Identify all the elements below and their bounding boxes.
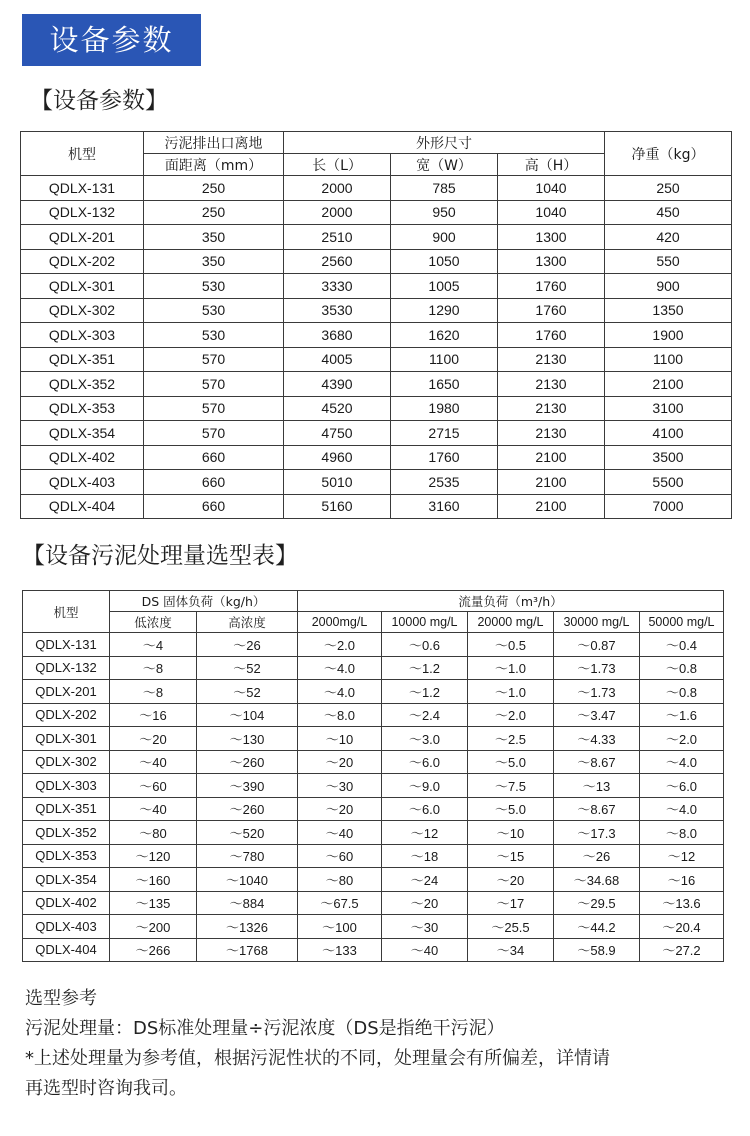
col-header-height: 高（H） [498,154,605,176]
cell-low-concentration: ～200 [110,915,197,939]
cell-2000mgl: ～80 [298,868,382,892]
cell-30000mgl: ～17.3 [554,821,640,845]
table-row [23,891,724,915]
cell-length: 2560 [284,249,391,274]
cell-width: 785 [391,176,498,201]
cell-model: QDLX-403 [21,470,144,495]
equipment-params-table [20,131,732,519]
cell-low-concentration: ～8 [110,656,197,680]
cell-10000mgl: ～6.0 [382,797,468,821]
cell-low-concentration: ～120 [110,844,197,868]
cell-low-concentration: ～20 [110,727,197,751]
cell-high-concentration: ～1040 [197,868,298,892]
col-header-outlet-height: 污泥排出口离地 [144,132,284,154]
formula-note: 污泥处理量：DS标准处理量÷污泥浓度（DS是指绝干污泥） [25,1018,505,1039]
cell-model: QDLX-354 [21,421,144,446]
cell-2000mgl: ～2.0 [298,633,382,657]
cell-width: 1290 [391,298,498,323]
cell-width: 2715 [391,421,498,446]
cell-model: QDLX-303 [21,323,144,348]
table-row [23,797,724,821]
cell-length: 5010 [284,470,391,495]
table-row [21,396,732,421]
cell-net-weight: 900 [605,274,732,299]
cell-length: 4390 [284,372,391,397]
table-row [21,200,732,225]
cell-30000mgl: ～34.68 [554,868,640,892]
disclaimer-note: *上述处理量为参考值，根据污泥性状的不同，处理量会有所偏差，详情请 [25,1048,610,1069]
cell-outlet-height: 530 [144,274,284,299]
table-row [23,868,724,892]
cell-30000mgl: ～29.5 [554,891,640,915]
cell-20000mgl: ～20 [468,868,554,892]
cell-10000mgl: ～0.6 [382,633,468,657]
cell-20000mgl: ～7.5 [468,774,554,798]
table-row [21,298,732,323]
cell-low-concentration: ～60 [110,774,197,798]
table-row [23,821,724,845]
table-header-row [23,591,724,612]
table-row [21,445,732,470]
selection-reference-title: 选型参考 [25,988,97,1009]
cell-outlet-height: 250 [144,200,284,225]
table-row [23,915,724,939]
cell-10000mgl: ～12 [382,821,468,845]
cell-10000mgl: ～30 [382,915,468,939]
cell-10000mgl: ～9.0 [382,774,468,798]
cell-outlet-height: 570 [144,396,284,421]
table-row [23,656,724,680]
cell-outlet-height: 530 [144,323,284,348]
cell-50000mgl: ～8.0 [640,821,724,845]
cell-10000mgl: ～40 [382,938,468,962]
cell-20000mgl: ～0.5 [468,633,554,657]
cell-width: 950 [391,200,498,225]
cell-outlet-height: 350 [144,225,284,250]
cell-net-weight: 1350 [605,298,732,323]
col-header-solid-load: DS 固体负荷（kg/h） [110,591,298,612]
cell-model: QDLX-301 [21,274,144,299]
cell-length: 4750 [284,421,391,446]
cell-2000mgl: ～4.0 [298,680,382,704]
cell-2000mgl: ～100 [298,915,382,939]
table-row [21,470,732,495]
cell-height: 2130 [498,421,605,446]
cell-net-weight: 1900 [605,323,732,348]
cell-30000mgl: ～1.73 [554,680,640,704]
cell-model: QDLX-402 [21,445,144,470]
cell-low-concentration: ～16 [110,703,197,727]
cell-50000mgl: ～16 [640,868,724,892]
cell-height: 2130 [498,396,605,421]
cell-outlet-height: 660 [144,470,284,495]
cell-height: 2100 [498,470,605,495]
cell-low-concentration: ～4 [110,633,197,657]
cell-width: 1005 [391,274,498,299]
cell-high-concentration: ～52 [197,680,298,704]
cell-model: QDLX-352 [21,372,144,397]
cell-model: QDLX-302 [21,298,144,323]
table-row [21,347,732,372]
cell-high-concentration: ～1326 [197,915,298,939]
cell-length: 4005 [284,347,391,372]
cell-10000mgl: ～2.4 [382,703,468,727]
cell-model: QDLX-202 [21,249,144,274]
cell-50000mgl: ～20.4 [640,915,724,939]
cell-50000mgl: ～0.8 [640,680,724,704]
cell-10000mgl: ～6.0 [382,750,468,774]
cell-model: QDLX-352 [23,821,110,845]
cell-20000mgl: ～2.5 [468,727,554,751]
cell-net-weight: 420 [605,225,732,250]
cell-net-weight: 3500 [605,445,732,470]
cell-50000mgl: ～1.6 [640,703,724,727]
table-row [23,938,724,962]
cell-height: 2130 [498,347,605,372]
sludge-selection-heading: 【设备污泥处理量选型表】 [22,543,298,569]
cell-length: 3680 [284,323,391,348]
cell-30000mgl: ～58.9 [554,938,640,962]
table-row [21,176,732,201]
cell-net-weight: 1100 [605,347,732,372]
cell-2000mgl: ～67.5 [298,891,382,915]
cell-20000mgl: ～34 [468,938,554,962]
cell-high-concentration: ～52 [197,656,298,680]
cell-2000mgl: ～8.0 [298,703,382,727]
cell-net-weight: 4100 [605,421,732,446]
table-row [21,372,732,397]
cell-height: 2100 [498,494,605,519]
cell-50000mgl: ～2.0 [640,727,724,751]
cell-high-concentration: ～884 [197,891,298,915]
cell-10000mgl: ～20 [382,891,468,915]
table-row [21,494,732,519]
col-header-30000mgl: 30000 mg/L [554,612,640,633]
cell-low-concentration: ～80 [110,821,197,845]
cell-width: 1100 [391,347,498,372]
cell-10000mgl: ～18 [382,844,468,868]
cell-height: 2130 [498,372,605,397]
cell-outlet-height: 350 [144,249,284,274]
cell-20000mgl: ～25.5 [468,915,554,939]
cell-length: 4960 [284,445,391,470]
cell-model: QDLX-201 [23,680,110,704]
cell-high-concentration: ～780 [197,844,298,868]
cell-outlet-height: 570 [144,347,284,372]
cell-2000mgl: ～30 [298,774,382,798]
cell-model: QDLX-131 [23,633,110,657]
cell-length: 2000 [284,200,391,225]
cell-50000mgl: ～4.0 [640,797,724,821]
cell-high-concentration: ～1768 [197,938,298,962]
cell-30000mgl: ～8.67 [554,750,640,774]
cell-height: 1040 [498,200,605,225]
col-header-model: 机型 [21,132,144,176]
cell-net-weight: 250 [605,176,732,201]
cell-width: 2535 [391,470,498,495]
cell-high-concentration: ～260 [197,797,298,821]
cell-model: QDLX-404 [23,938,110,962]
section-banner: 设备参数 [22,14,201,66]
cell-length: 2510 [284,225,391,250]
cell-20000mgl: ～10 [468,821,554,845]
cell-net-weight: 450 [605,200,732,225]
table-row [23,750,724,774]
col-header-low-concentration: 低浓度 [110,612,197,633]
cell-height: 2100 [498,445,605,470]
col-header-width: 宽（W） [391,154,498,176]
cell-low-concentration: ～40 [110,797,197,821]
col-header-flow-load: 流量负荷（m³/h） [298,591,724,612]
cell-2000mgl: ～60 [298,844,382,868]
cell-height: 1300 [498,225,605,250]
col-header-50000mgl: 50000 mg/L [640,612,724,633]
cell-10000mgl: ～1.2 [382,680,468,704]
table-header-row [21,132,732,154]
cell-outlet-height: 660 [144,494,284,519]
cell-outlet-height: 250 [144,176,284,201]
cell-20000mgl: ～15 [468,844,554,868]
cell-model: QDLX-402 [23,891,110,915]
equipment-params-heading: 【设备参数】 [30,88,168,114]
cell-30000mgl: ～3.47 [554,703,640,727]
cell-30000mgl: ～4.33 [554,727,640,751]
cell-10000mgl: ～24 [382,868,468,892]
table-row [23,680,724,704]
col-header-10000mgl: 10000 mg/L [382,612,468,633]
cell-20000mgl: ～5.0 [468,797,554,821]
cell-height: 1040 [498,176,605,201]
table-header-row [23,612,724,633]
cell-50000mgl: ～13.6 [640,891,724,915]
cell-width: 1760 [391,445,498,470]
cell-outlet-height: 570 [144,421,284,446]
cell-model: QDLX-132 [21,200,144,225]
cell-outlet-height: 530 [144,298,284,323]
cell-low-concentration: ～8 [110,680,197,704]
cell-width: 3160 [391,494,498,519]
cell-2000mgl: ～4.0 [298,656,382,680]
cell-low-concentration: ～160 [110,868,197,892]
table-row [23,703,724,727]
cell-model: QDLX-351 [23,797,110,821]
table-row [23,633,724,657]
cell-model: QDLX-403 [23,915,110,939]
cell-width: 1620 [391,323,498,348]
cell-height: 1760 [498,298,605,323]
cell-length: 5160 [284,494,391,519]
table-row [23,727,724,751]
cell-high-concentration: ～130 [197,727,298,751]
col-header-2000mgl: 2000mg/L [298,612,382,633]
cell-model: QDLX-131 [21,176,144,201]
table-row [21,249,732,274]
col-header-dimensions: 外形尺寸 [284,132,605,154]
cell-length: 4520 [284,396,391,421]
cell-50000mgl: ～12 [640,844,724,868]
table-row [21,225,732,250]
cell-2000mgl: ～40 [298,821,382,845]
cell-high-concentration: ～260 [197,750,298,774]
cell-30000mgl: ～13 [554,774,640,798]
cell-height: 1300 [498,249,605,274]
cell-20000mgl: ～2.0 [468,703,554,727]
cell-50000mgl: ～0.8 [640,656,724,680]
cell-2000mgl: ～10 [298,727,382,751]
cell-20000mgl: ～1.0 [468,680,554,704]
col-header-20000mgl: 20000 mg/L [468,612,554,633]
cell-model: QDLX-132 [23,656,110,680]
cell-50000mgl: ～4.0 [640,750,724,774]
sludge-selection-table [22,590,724,962]
cell-2000mgl: ～20 [298,797,382,821]
cell-model: QDLX-351 [21,347,144,372]
cell-net-weight: 7000 [605,494,732,519]
cell-outlet-height: 570 [144,372,284,397]
cell-model: QDLX-201 [21,225,144,250]
cell-30000mgl: ～26 [554,844,640,868]
cell-2000mgl: ～20 [298,750,382,774]
table-row [21,421,732,446]
cell-height: 1760 [498,323,605,348]
cell-50000mgl: ～27.2 [640,938,724,962]
cell-width: 1650 [391,372,498,397]
cell-length: 3330 [284,274,391,299]
cell-2000mgl: ～133 [298,938,382,962]
col-header-high-concentration: 高浓度 [197,612,298,633]
cell-20000mgl: ～1.0 [468,656,554,680]
cell-low-concentration: ～135 [110,891,197,915]
table-row [23,774,724,798]
cell-model: QDLX-302 [23,750,110,774]
cell-50000mgl: ～6.0 [640,774,724,798]
cell-model: QDLX-354 [23,868,110,892]
cell-length: 2000 [284,176,391,201]
col-header-length: 长（L） [284,154,391,176]
cell-10000mgl: ～3.0 [382,727,468,751]
cell-net-weight: 5500 [605,470,732,495]
cell-low-concentration: ～266 [110,938,197,962]
col-header-net-weight: 净重（kg） [605,132,732,176]
table-row [21,323,732,348]
cell-model: QDLX-202 [23,703,110,727]
cell-model: QDLX-303 [23,774,110,798]
cell-high-concentration: ～104 [197,703,298,727]
cell-high-concentration: ～520 [197,821,298,845]
cell-width: 1980 [391,396,498,421]
cell-net-weight: 550 [605,249,732,274]
cell-model: QDLX-404 [21,494,144,519]
cell-high-concentration: ～26 [197,633,298,657]
cell-width: 1050 [391,249,498,274]
cell-30000mgl: ～8.67 [554,797,640,821]
cell-20000mgl: ～5.0 [468,750,554,774]
col-header-model: 机型 [23,591,110,633]
cell-model: QDLX-353 [21,396,144,421]
cell-height: 1760 [498,274,605,299]
cell-30000mgl: ～1.73 [554,656,640,680]
cell-model: QDLX-353 [23,844,110,868]
col-header-outlet-height-unit: 面距离（mm） [144,154,284,176]
cell-net-weight: 2100 [605,372,732,397]
cell-length: 3530 [284,298,391,323]
cell-model: QDLX-301 [23,727,110,751]
cell-high-concentration: ～390 [197,774,298,798]
disclaimer-note-continued: 再选型时咨询我司。 [25,1078,187,1099]
table-row [23,844,724,868]
cell-30000mgl: ～0.87 [554,633,640,657]
cell-outlet-height: 660 [144,445,284,470]
cell-10000mgl: ～1.2 [382,656,468,680]
cell-net-weight: 3100 [605,396,732,421]
cell-width: 900 [391,225,498,250]
cell-30000mgl: ～44.2 [554,915,640,939]
cell-low-concentration: ～40 [110,750,197,774]
cell-20000mgl: ～17 [468,891,554,915]
cell-50000mgl: ～0.4 [640,633,724,657]
table-row [21,274,732,299]
